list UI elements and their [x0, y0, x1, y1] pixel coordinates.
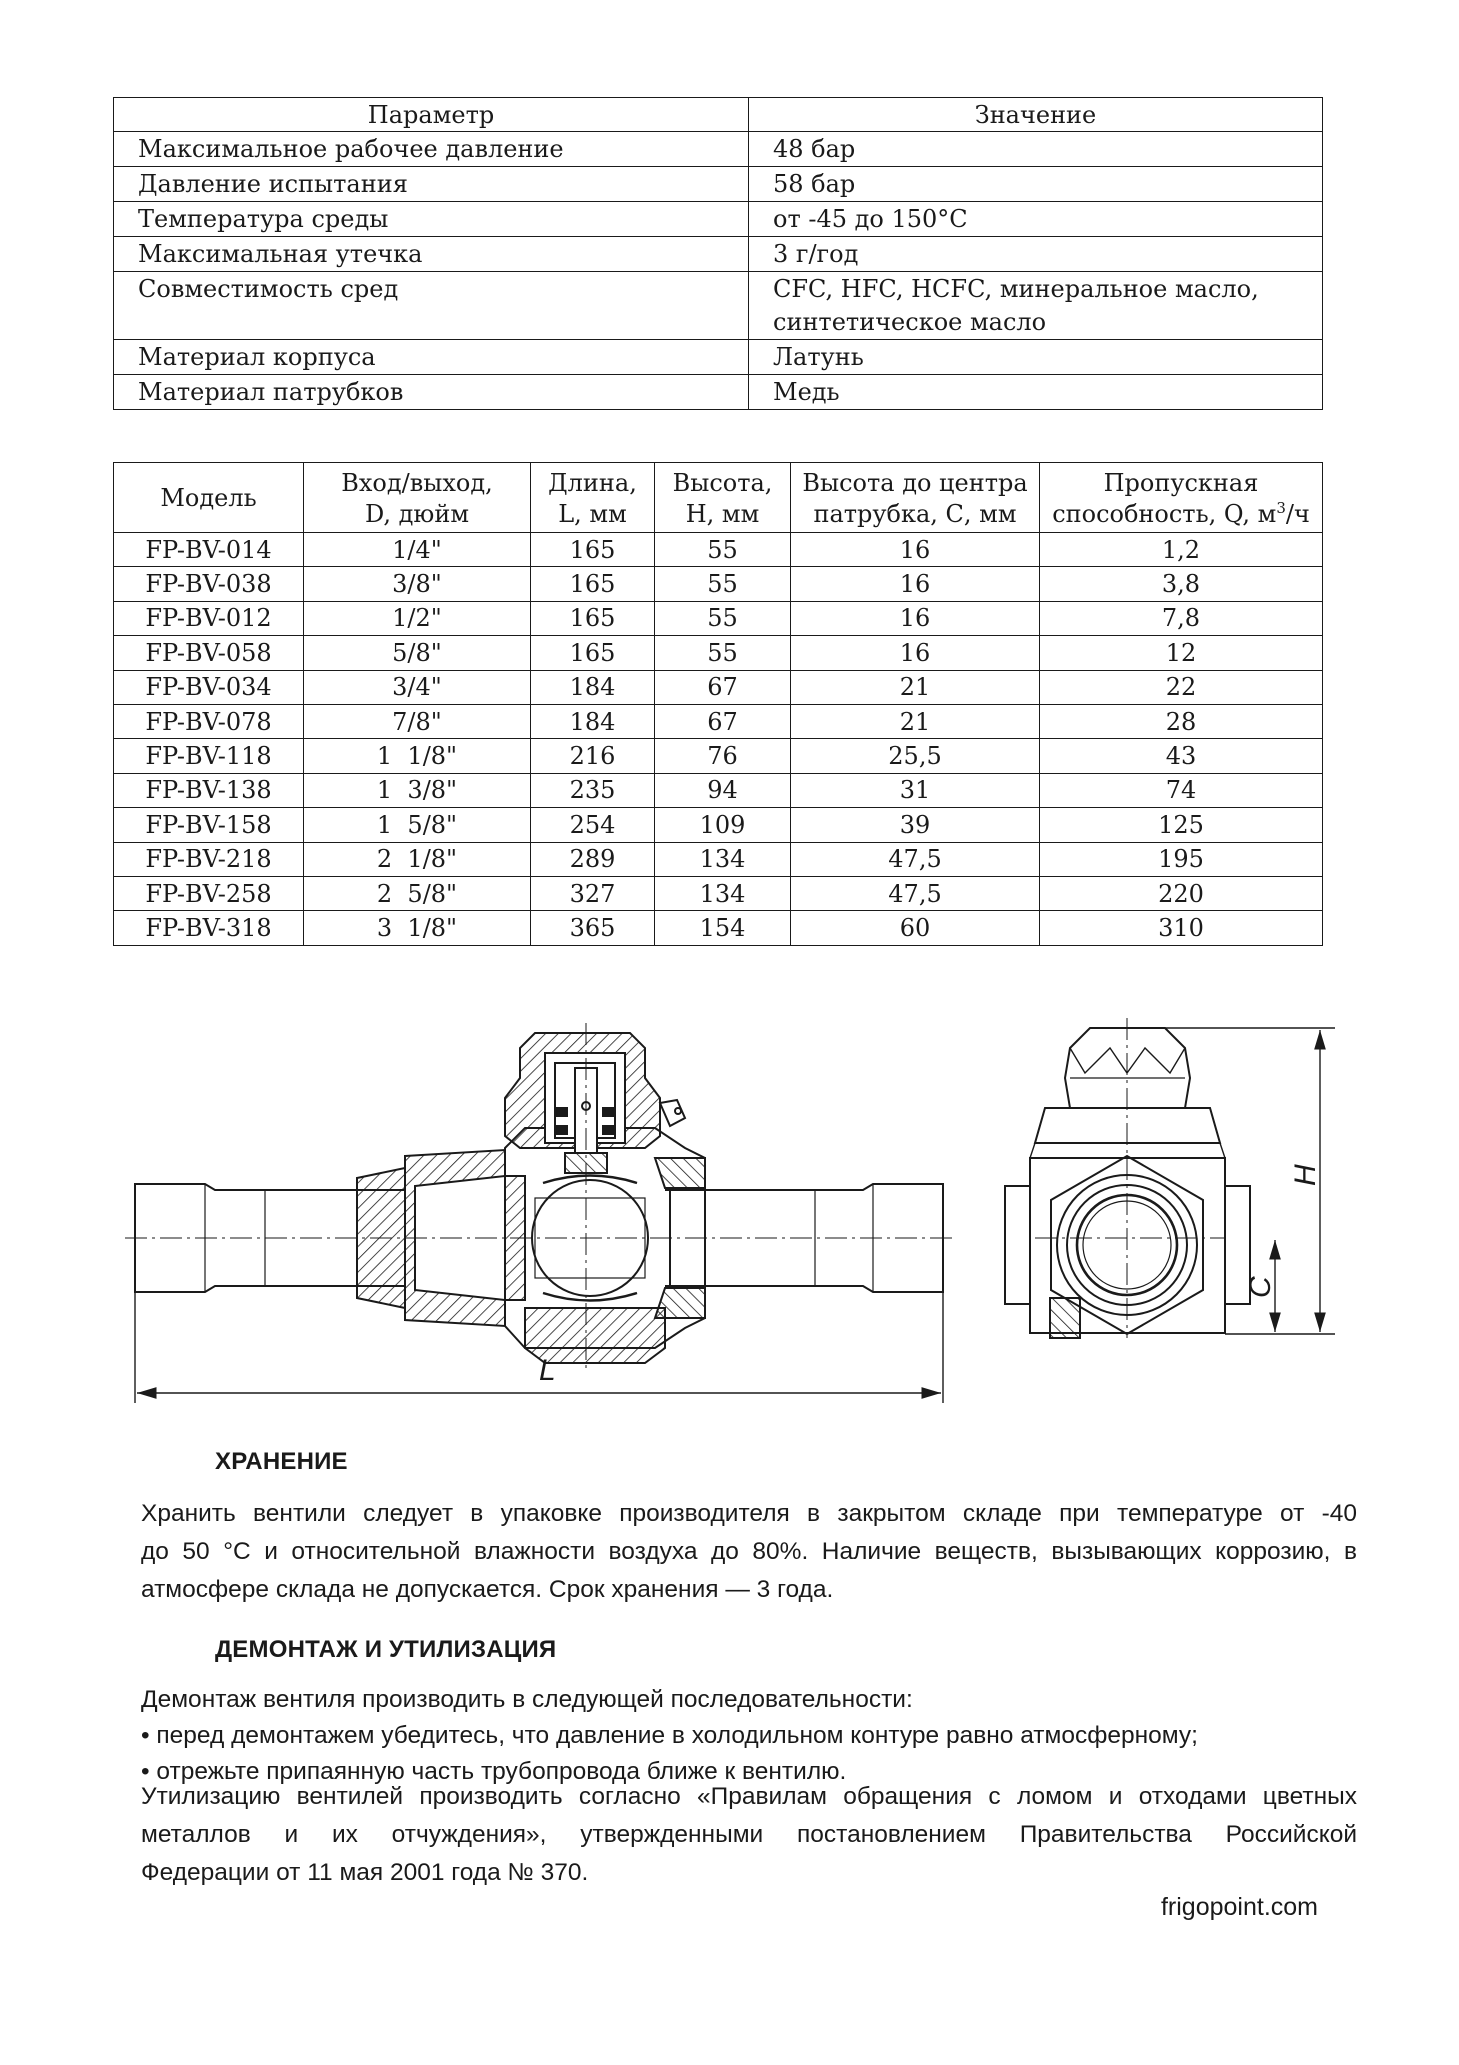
- paragraph-line: металлов и их отчуждения», утвержденными постановлением Правительства Российской: [141, 1821, 1357, 1848]
- cell-length: 165: [531, 533, 655, 567]
- cell-flow: 22: [1040, 670, 1323, 704]
- cell-flow: 195: [1040, 842, 1323, 876]
- cell-model: FP-BV-034: [114, 670, 304, 704]
- spec-param: Материал корпуса: [114, 340, 749, 375]
- front-section-view: [135, 1033, 943, 1363]
- cell-diameter: 1 1/8": [304, 739, 531, 773]
- cell-center-height: 16: [791, 567, 1040, 601]
- cell-length: 165: [531, 567, 655, 601]
- table-row: [114, 773, 1323, 807]
- cell-model: FP-BV-012: [114, 601, 304, 635]
- header-line: L, мм: [558, 499, 627, 528]
- cell-length: 289: [531, 842, 655, 876]
- spec-value: [749, 272, 1323, 340]
- header-line: Длина,: [548, 468, 637, 497]
- cell-flow: 7,8: [1040, 601, 1323, 635]
- header-line: Высота,: [672, 468, 773, 497]
- disposal-heading: ДЕМОНТАЖ И УТИЛИЗАЦИЯ: [215, 1636, 557, 1663]
- cell-model: FP-BV-258: [114, 876, 304, 910]
- cell-diameter: 7/8": [304, 704, 531, 738]
- column-header-length: [531, 463, 655, 533]
- spec-row: [114, 237, 1323, 272]
- table-row: [114, 636, 1323, 670]
- cell-model: FP-BV-038: [114, 567, 304, 601]
- table-row: [114, 911, 1323, 945]
- disposal-paragraph: [141, 1778, 1357, 1892]
- cell-diameter: 3/8": [304, 567, 531, 601]
- paragraph-line: Демонтаж вентиля производить в следующей последовательности:: [141, 1686, 913, 1713]
- cell-flow: 3,8: [1040, 567, 1323, 601]
- models-header-row: [114, 463, 1323, 533]
- header-text: /ч: [1285, 499, 1310, 528]
- spec-value: Медь: [749, 375, 1323, 410]
- spec-row: [114, 132, 1323, 167]
- cell-center-height: 16: [791, 533, 1040, 567]
- table-row: [114, 533, 1323, 567]
- header-line: патрубка, С, мм: [813, 499, 1017, 528]
- spec-row: [114, 340, 1323, 375]
- table-row: [114, 670, 1323, 704]
- cell-diameter: 3/4": [304, 670, 531, 704]
- paragraph-line: Хранить вентили следует в упаковке производителя в закрытом складе при температуре от -40: [141, 1500, 1357, 1527]
- cell-length: 216: [531, 739, 655, 773]
- cell-model: FP-BV-078: [114, 704, 304, 738]
- cell-flow: 1,2: [1040, 533, 1323, 567]
- cell-flow: 310: [1040, 911, 1323, 945]
- cell-center-height: 21: [791, 670, 1040, 704]
- cell-model: FP-BV-138: [114, 773, 304, 807]
- bullet-item: • перед демонтажем убедитесь, что давление в холодильном контуре равно атмосферному;: [141, 1722, 1198, 1749]
- cell-diameter: 5/8": [304, 636, 531, 670]
- cell-flow: 43: [1040, 739, 1323, 773]
- column-header-center-height: [791, 463, 1040, 533]
- spec-value: 3 г/год: [749, 237, 1323, 272]
- spec-value-line: CFC, HFC, HCFC, минеральное масло,: [773, 275, 1259, 303]
- spec-row: [114, 202, 1323, 237]
- dimension-label-c: C: [1244, 1276, 1277, 1298]
- spec-param: Температура среды: [114, 202, 749, 237]
- cell-flow: 28: [1040, 704, 1323, 738]
- cell-length: 235: [531, 773, 655, 807]
- cell-center-height: 31: [791, 773, 1040, 807]
- spec-value: от -45 до 150°C: [749, 202, 1323, 237]
- column-header-model: Модель: [114, 463, 304, 533]
- valve-drawing: [125, 1008, 1355, 1413]
- cell-height: 134: [655, 876, 791, 910]
- specifications-table: [113, 97, 1323, 410]
- cell-height: 154: [655, 911, 791, 945]
- storage-heading: ХРАНЕНИЕ: [215, 1448, 348, 1475]
- table-row: [114, 739, 1323, 773]
- cell-diameter: 2 1/8": [304, 842, 531, 876]
- header-line: H, мм: [685, 499, 760, 528]
- cell-length: 365: [531, 911, 655, 945]
- cell-length: 165: [531, 636, 655, 670]
- cell-diameter: 3 1/8": [304, 911, 531, 945]
- cell-model: FP-BV-118: [114, 739, 304, 773]
- cell-model: FP-BV-318: [114, 911, 304, 945]
- cell-length: 165: [531, 601, 655, 635]
- header-line: Высота до центра: [802, 468, 1028, 497]
- table-row: [114, 601, 1323, 635]
- cell-height: 134: [655, 842, 791, 876]
- header-line: [1040, 499, 1322, 530]
- cell-model: FP-BV-218: [114, 842, 304, 876]
- spec-param: Максимальная утечка: [114, 237, 749, 272]
- cell-length: 184: [531, 704, 655, 738]
- cell-height: 94: [655, 773, 791, 807]
- column-header-value: Значение: [749, 98, 1323, 132]
- paragraph-line: до 50 °С и относительной влажности воздуха до 80%. Наличие веществ, вызывающих коррозию, в: [141, 1538, 1357, 1565]
- spec-param: Материал патрубков: [114, 375, 749, 410]
- cell-height: 67: [655, 704, 791, 738]
- spec-value: 48 бар: [749, 132, 1323, 167]
- spec-value: 58 бар: [749, 167, 1323, 202]
- cell-flow: 125: [1040, 808, 1323, 842]
- cell-height: 55: [655, 533, 791, 567]
- cell-center-height: 60: [791, 911, 1040, 945]
- paragraph-line: Федерации от 11 мая 2001 года № 370.: [141, 1859, 589, 1886]
- cell-diameter: 1 3/8": [304, 773, 531, 807]
- superscript: 3: [1276, 498, 1286, 517]
- cell-diameter: 1/4": [304, 533, 531, 567]
- cell-center-height: 47,5: [791, 842, 1040, 876]
- cell-diameter: 2 5/8": [304, 876, 531, 910]
- cell-flow: 220: [1040, 876, 1323, 910]
- cell-height: 67: [655, 670, 791, 704]
- cell-length: 327: [531, 876, 655, 910]
- cell-model: FP-BV-058: [114, 636, 304, 670]
- models-table: [113, 462, 1323, 946]
- storage-paragraph: [141, 1495, 1357, 1609]
- table-row: [114, 808, 1323, 842]
- paragraph-line: Утилизацию вентилей производить согласно «Правилам обращения с ломом и отходами цветных: [141, 1783, 1357, 1810]
- spec-row: [114, 272, 1323, 340]
- column-header-height: [655, 463, 791, 533]
- cell-center-height: 39: [791, 808, 1040, 842]
- cell-model: FP-BV-158: [114, 808, 304, 842]
- spec-value-line: синтетическое масло: [773, 308, 1047, 336]
- cell-diameter: 1/2": [304, 601, 531, 635]
- cell-center-height: 16: [791, 636, 1040, 670]
- cell-height: 55: [655, 567, 791, 601]
- header-line: D, дюйм: [365, 499, 469, 528]
- table-row: [114, 567, 1323, 601]
- cell-height: 55: [655, 636, 791, 670]
- table-row: [114, 704, 1323, 738]
- spec-param: Максимальное рабочее давление: [114, 132, 749, 167]
- cell-model: FP-BV-014: [114, 533, 304, 567]
- disposal-steps: [141, 1682, 1357, 1790]
- spec-value: Латунь: [749, 340, 1323, 375]
- table-row: [114, 842, 1323, 876]
- bullet-item: • отрежьте припаянную часть трубопровода ближе к вентилю.: [141, 1758, 847, 1785]
- spec-param: Совместимость сред: [114, 272, 749, 340]
- dimension-label-l: L: [539, 1354, 556, 1387]
- column-header-inlet: [304, 463, 531, 533]
- spec-row: [114, 375, 1323, 410]
- header-line: Вход/выход,: [341, 468, 493, 497]
- dimension-label-h: H: [1289, 1164, 1322, 1186]
- spec-row: [114, 167, 1323, 202]
- spec-param: Давление испытания: [114, 167, 749, 202]
- cell-center-height: 16: [791, 601, 1040, 635]
- spec-header-row: [114, 98, 1323, 132]
- column-header-parameter: Параметр: [114, 98, 749, 132]
- cell-length: 184: [531, 670, 655, 704]
- cell-height: 109: [655, 808, 791, 842]
- cell-length: 254: [531, 808, 655, 842]
- cell-center-height: 47,5: [791, 876, 1040, 910]
- cell-center-height: 25,5: [791, 739, 1040, 773]
- paragraph-line: атмосфере склада не допускается. Срок хранения — 3 года.: [141, 1576, 834, 1603]
- footer-site: frigopoint.com: [1160, 1893, 1318, 1921]
- cell-flow: 74: [1040, 773, 1323, 807]
- cell-flow: 12: [1040, 636, 1323, 670]
- cell-height: 55: [655, 601, 791, 635]
- cell-diameter: 1 5/8": [304, 808, 531, 842]
- header-text: способность, Q, м: [1052, 499, 1277, 528]
- header-line: Пропускная: [1103, 468, 1259, 497]
- table-row: [114, 876, 1323, 910]
- column-header-flow: [1040, 463, 1323, 533]
- models-table-body: [114, 533, 1323, 946]
- cell-center-height: 21: [791, 704, 1040, 738]
- cell-height: 76: [655, 739, 791, 773]
